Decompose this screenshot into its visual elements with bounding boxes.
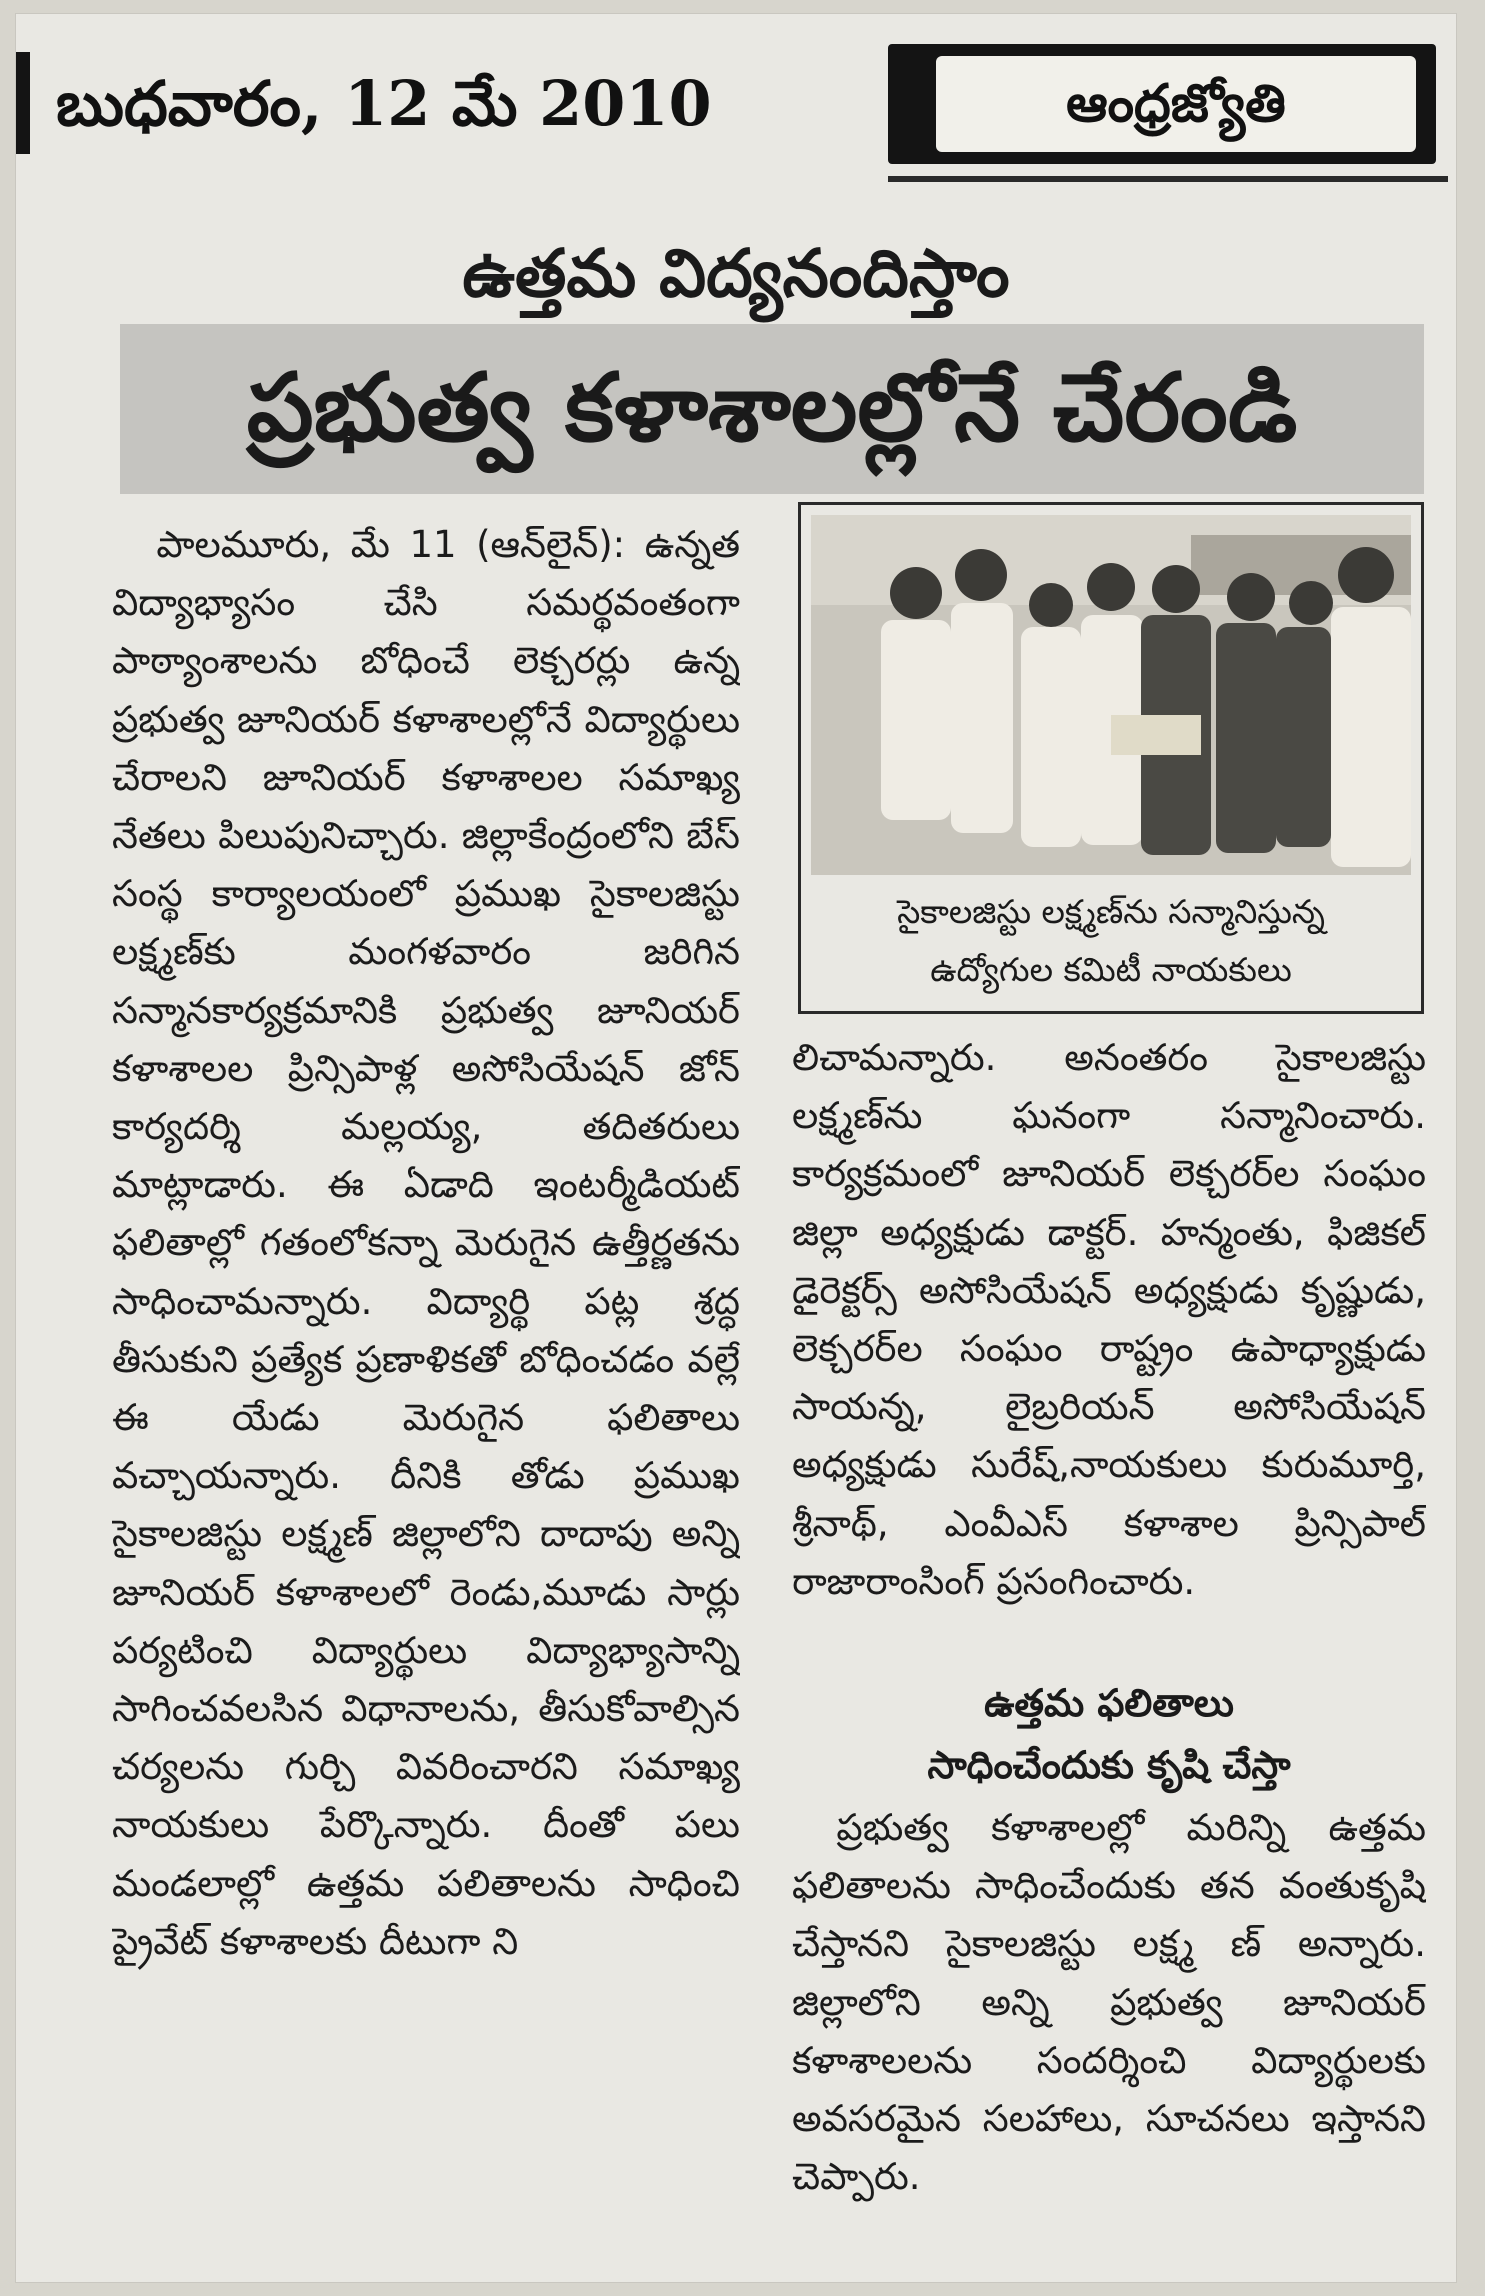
article-headline: ప్రభుత్వ కళాశాలల్లోనే చేరండి — [246, 354, 1298, 463]
publication-name: ఆంధ్రజ్యోతి — [936, 56, 1416, 152]
article-kicker: ఉత్తమ విద్యనందిస్తాం — [462, 235, 1010, 312]
body-paragraph: లిచామన్నారు. అనంతరం సైకాలజిస్టు లక్ష్మణ్‌ను ఘనంగా సన్మానించారు. కార్యక్రమంలో జూనియర్ లెక్చరర్‌ల సంఘం జిల్లా అధ్యక్షుడు డాక్టర్. హన్మంతు, ఫిజికల్ డైరెక్టర్స్ అసోసియేషన్ అధ్యక్షుడు కృష్ణుడు, లెక్చరర్‌ల సంఘం రాష్ట్రం ఉపాధ్యాక్షుడు సాయన్న, లైబ్రరియన్ అసోసియేషన్ అధ్యక్షుడు సురేష్,నాయకులు కురుమూర్తి, శ్రీనాథ్, ఎంవీఎస్ కళాశాల ప్రిన్సిపాల్ రాజారాంసింగ్ ప్రసంగించారు. — [792, 1036, 1426, 1603]
subheading — [792, 1672, 1426, 1798]
subheading-line: సాధించేందుకు కృషి చేస్తా — [927, 1743, 1291, 1787]
news-photo — [811, 515, 1411, 875]
photo-caption-line: సైకాలజిస్టు లక్ష్మణ్‌ను సన్మానిస్తున్న — [897, 892, 1325, 931]
body-column-left — [112, 516, 740, 2282]
subheading-line: ఉత్తమ ఫలితాలు — [984, 1681, 1234, 1725]
publication-logo-block — [888, 44, 1436, 164]
body-paragraph: పాలమూరు, మే 11 (ఆన్‌లైన్): ఉన్నత విద్యాభ్యాసం చేసి సమర్థవంతంగా పాఠ్యాంశాలను బోధించే లెక్చరర్లు ఉన్న ప్రభుత్వ జూనియర్ కళాశాలల్లోనే విద్యార్థులు చేరాలని జూనియర్ కళాశాలల సమాఖ్య నేతలు పిలుపునిచ్చారు. జిల్లాకేంద్రంలోని బేస్ సంస్థ కార్యాలయంలో ప్రముఖ సైకాలజిస్టు లక్ష్మణ్‌కు మంగళవారం జరిగిన సన్మానకార్యక్రమానికి ప్రభుత్వ జూనియర్ కళాశాలల ప్రిన్సిపాళ్ల అసోసియేషన్ జోన్ కార్యదర్శి మల్లయ్య, తదితరులు మాట్లాడారు. ఈ ఏడాది ఇంటర్మీడియట్ ఫలితాల్లో గతంలోకన్నా మెరుగైన ఉత్తీర్ణతను సాధించామన్నారు. విద్యార్థి పట్ల శ్రద్ధ తీసుకుని ప్రత్యేక ప్రణాళికతో బోధించడం వల్లే ఈ యేడు మెరుగైన ఫలితాలు వచ్చాయన్నారు. దీనికి తోడు ప్రముఖ సైకాలజిస్టు లక్ష్మణ్ జిల్లాలోని దాదాపు అన్ని జూనియర్ కళాశాలలో రెండు,మూడు సార్లు పర్యటించి విద్యార్థులు విద్యాభ్యాసాన్ని సాగించవలసిన విధానాలను, తీసుకోవాల్సిన చర్యలను గుర్చి వివరించారని సమాఖ్య నాయకులు పేర్కొన్నారు. దీంతో పలు మండలాల్లో ఉత్తమ పలితాలను సాధించి ప్రైవేట్ కళాశాలకు దీటుగా ని — [112, 523, 740, 1963]
photo-caption — [811, 883, 1411, 1003]
body-paragraph: ప్రభుత్వ కళాశాలల్లో మరిన్ని ఉత్తమ ఫలితాలను సాధించేందుకు తన వంతుకృషి చేస్తానని సైకాలజిస్టు లక్ష్మ ణ్ అన్నారు. జిల్లాలోని అన్ని ప్రభుత్వ జూనియర్ కళాశాలలను సందర్శించి విద్యార్థులకు అవసరమైన సలహాలు, సూచనలు ఇస్తానని చెప్పారు. — [792, 1806, 1426, 2199]
newspaper-clipping — [16, 14, 1456, 2282]
photo-caption-line: ఉద్యోగుల కమిటీ నాయకులు — [930, 950, 1292, 989]
body-column-right-top — [792, 1029, 1426, 1669]
masthead-rule — [888, 176, 1448, 182]
body-column-right-bottom — [792, 1799, 1426, 2274]
headline-band — [120, 324, 1424, 494]
masthead-black-strip — [16, 52, 30, 154]
photo-frame — [798, 502, 1424, 1014]
photo-illustration — [811, 515, 1411, 875]
masthead-date: బుధవారం, 12 మే 2010 — [56, 67, 712, 140]
